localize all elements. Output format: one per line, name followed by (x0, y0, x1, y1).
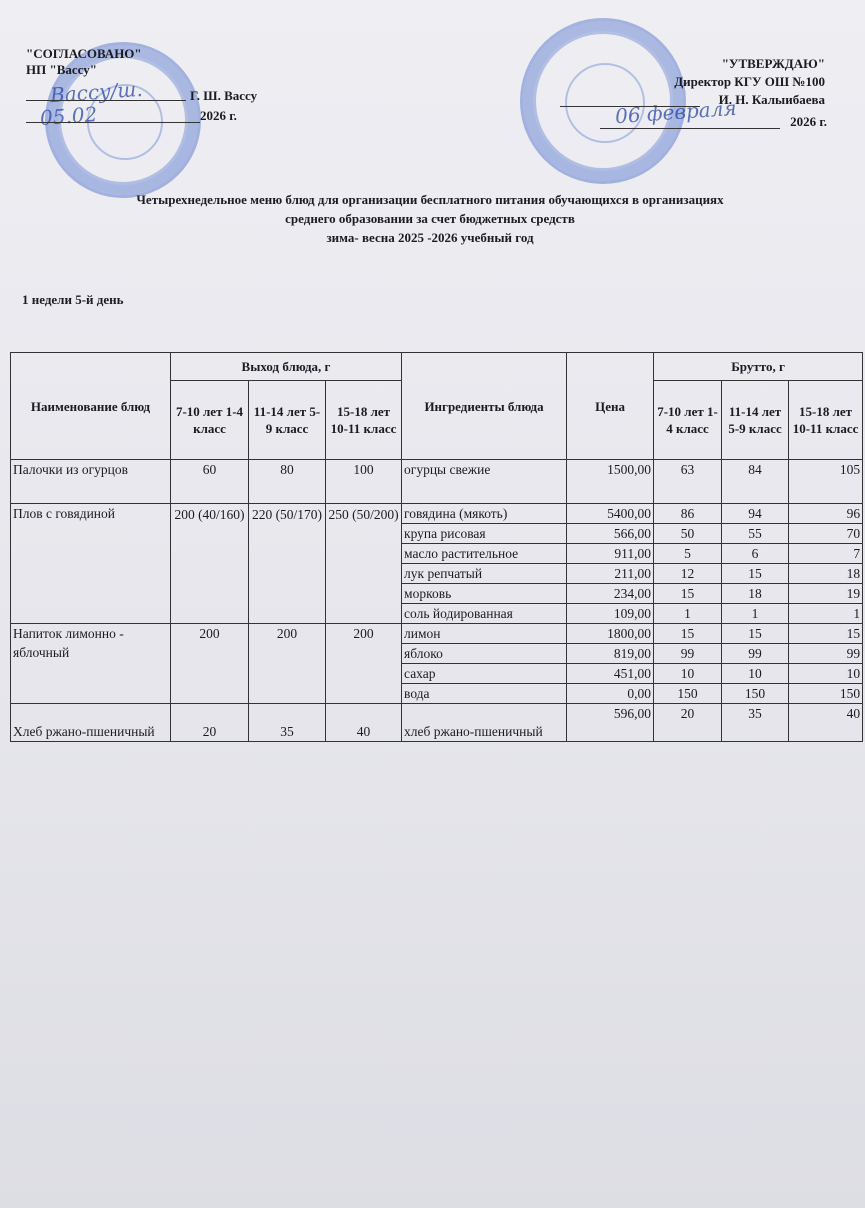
gross-7-10: 99 (654, 644, 722, 664)
ingredient-price: 0,00 (567, 684, 654, 704)
approve-left-date-line (26, 122, 200, 123)
gross-7-10: 15 (654, 624, 722, 644)
dish-name: Плов с говядиной (11, 504, 171, 624)
gross-7-10: 86 (654, 504, 722, 524)
portion-7-10: 200 (40/160) (171, 504, 249, 624)
portion-7-10: 200 (171, 624, 249, 704)
header-portion-age-15-18: 15-18 лет 10-11 класс (326, 381, 402, 460)
dish-name: Палочки из огурцов (11, 460, 171, 504)
ingredient-price: 566,00 (567, 524, 654, 544)
gross-11-14: 10 (722, 664, 789, 684)
ingredient-name: лук репчатый (402, 564, 567, 584)
approve-right-signer: И. Н. Калыибаева (718, 92, 825, 107)
approve-left-heading: "СОГЛАСОВАНО" (26, 46, 142, 61)
portion-11-14: 35 (249, 704, 326, 742)
portion-15-18: 100 (326, 460, 402, 504)
gross-15-18: 99 (789, 644, 863, 664)
header-gross: Брутто, г (654, 353, 863, 381)
ingredient-price: 451,00 (567, 664, 654, 684)
gross-15-18: 10 (789, 664, 863, 684)
approve-right-signature-line (560, 106, 700, 107)
gross-11-14: 15 (722, 564, 789, 584)
gross-15-18: 70 (789, 524, 863, 544)
signature-left-2: 05.02 (39, 102, 99, 130)
menu-table (10, 352, 863, 742)
gross-11-14: 6 (722, 544, 789, 564)
ingredient-price: 1800,00 (567, 624, 654, 644)
ingredient-price: 911,00 (567, 544, 654, 564)
ingredient-name: огурцы свежие (402, 460, 567, 504)
dish-name: Хлеб ржано-пшеничный (11, 704, 171, 742)
ingredient-name: хлеб ржано-пшеничный (402, 704, 567, 742)
header-portion: Выход блюда, г (171, 353, 402, 381)
approve-left-year: 2026 г. (200, 108, 237, 123)
gross-7-10: 50 (654, 524, 722, 544)
gross-7-10: 1 (654, 604, 722, 624)
ingredient-price: 109,00 (567, 604, 654, 624)
signature-left-1: Вассу/ш. (49, 76, 144, 108)
table-row (11, 460, 863, 504)
gross-15-18: 96 (789, 504, 863, 524)
table-row (11, 704, 863, 742)
gross-7-10: 150 (654, 684, 722, 704)
gross-11-14: 35 (722, 704, 789, 742)
gross-11-14: 18 (722, 584, 789, 604)
header-gross-age-7-10: 7-10 лет 1-4 класс (654, 381, 722, 460)
portion-11-14: 200 (249, 624, 326, 704)
ingredient-price: 5400,00 (567, 504, 654, 524)
portion-11-14: 220 (50/170) (249, 504, 326, 624)
approve-right-year: 2026 г. (790, 114, 827, 129)
ingredient-price: 1500,00 (567, 460, 654, 504)
gross-11-14: 94 (722, 504, 789, 524)
document-title (30, 190, 830, 247)
ingredient-name: соль йодированная (402, 604, 567, 624)
dish-name: Напиток лимонно - яблочный (11, 624, 171, 704)
ingredient-name: говядина (мякоть) (402, 504, 567, 524)
ingredient-name: яблоко (402, 644, 567, 664)
gross-11-14: 150 (722, 684, 789, 704)
header-ingredients: Ингредиенты блюда (402, 353, 567, 460)
ingredient-name: морковь (402, 584, 567, 604)
header-gross-age-15-18: 15-18 лет 10-11 класс (789, 381, 863, 460)
gross-15-18: 15 (789, 624, 863, 644)
gross-15-18: 40 (789, 704, 863, 742)
table-row (11, 624, 863, 644)
gross-7-10: 10 (654, 664, 722, 684)
gross-7-10: 12 (654, 564, 722, 584)
portion-15-18: 200 (326, 624, 402, 704)
approve-left-org: НП "Вассу" (26, 62, 97, 77)
ingredient-name: вода (402, 684, 567, 704)
gross-7-10: 5 (654, 544, 722, 564)
approve-right-date-line (600, 128, 780, 129)
portion-15-18: 250 (50/200) (326, 504, 402, 624)
gross-15-18: 7 (789, 544, 863, 564)
signature-right: 06 февраля (614, 95, 738, 129)
ingredient-price: 819,00 (567, 644, 654, 664)
gross-15-18: 150 (789, 684, 863, 704)
gross-15-18: 19 (789, 584, 863, 604)
gross-11-14: 84 (722, 460, 789, 504)
week-day-label: 1 недели 5-й день (22, 292, 124, 307)
ingredient-price: 234,00 (567, 584, 654, 604)
header-gross-age-11-14: 11-14 лет 5-9 класс (722, 381, 789, 460)
header-dish-name: Наименование блюд (11, 353, 171, 460)
gross-15-18: 1 (789, 604, 863, 624)
table-row (11, 504, 863, 524)
ingredient-name: крупа рисовая (402, 524, 567, 544)
gross-15-18: 18 (789, 564, 863, 584)
title-line-1: Четырехнедельное меню блюд для организации бесплатного питания обучающихся в организациях (136, 192, 724, 207)
gross-7-10: 20 (654, 704, 722, 742)
approve-right-heading: "УТВЕРЖДАЮ" (721, 56, 825, 71)
ingredient-name: лимон (402, 624, 567, 644)
title-line-2: среднего образовании за счет бюджетных средств (285, 211, 575, 226)
ingredient-price: 596,00 (567, 704, 654, 742)
gross-15-18: 105 (789, 460, 863, 504)
ingredient-price: 211,00 (567, 564, 654, 584)
portion-7-10: 20 (171, 704, 249, 742)
gross-7-10: 63 (654, 460, 722, 504)
approve-left-signature-line (26, 100, 186, 101)
gross-11-14: 1 (722, 604, 789, 624)
title-line-3: зима- весна 2025 -2026 учебный год (326, 230, 534, 245)
gross-11-14: 15 (722, 624, 789, 644)
approve-right-position: Директор КГУ ОШ №100 (674, 74, 825, 89)
header-portion-age-7-10: 7-10 лет 1-4 класс (171, 381, 249, 460)
portion-7-10: 60 (171, 460, 249, 504)
ingredient-name: масло растительное (402, 544, 567, 564)
portion-15-18: 40 (326, 704, 402, 742)
approve-left-signer: Г. Ш. Вассу (190, 88, 258, 103)
ingredient-name: сахар (402, 664, 567, 684)
header-portion-age-11-14: 11-14 лет 5-9 класс (249, 381, 326, 460)
portion-11-14: 80 (249, 460, 326, 504)
gross-7-10: 15 (654, 584, 722, 604)
header-price: Цена (567, 353, 654, 460)
gross-11-14: 99 (722, 644, 789, 664)
gross-11-14: 55 (722, 524, 789, 544)
